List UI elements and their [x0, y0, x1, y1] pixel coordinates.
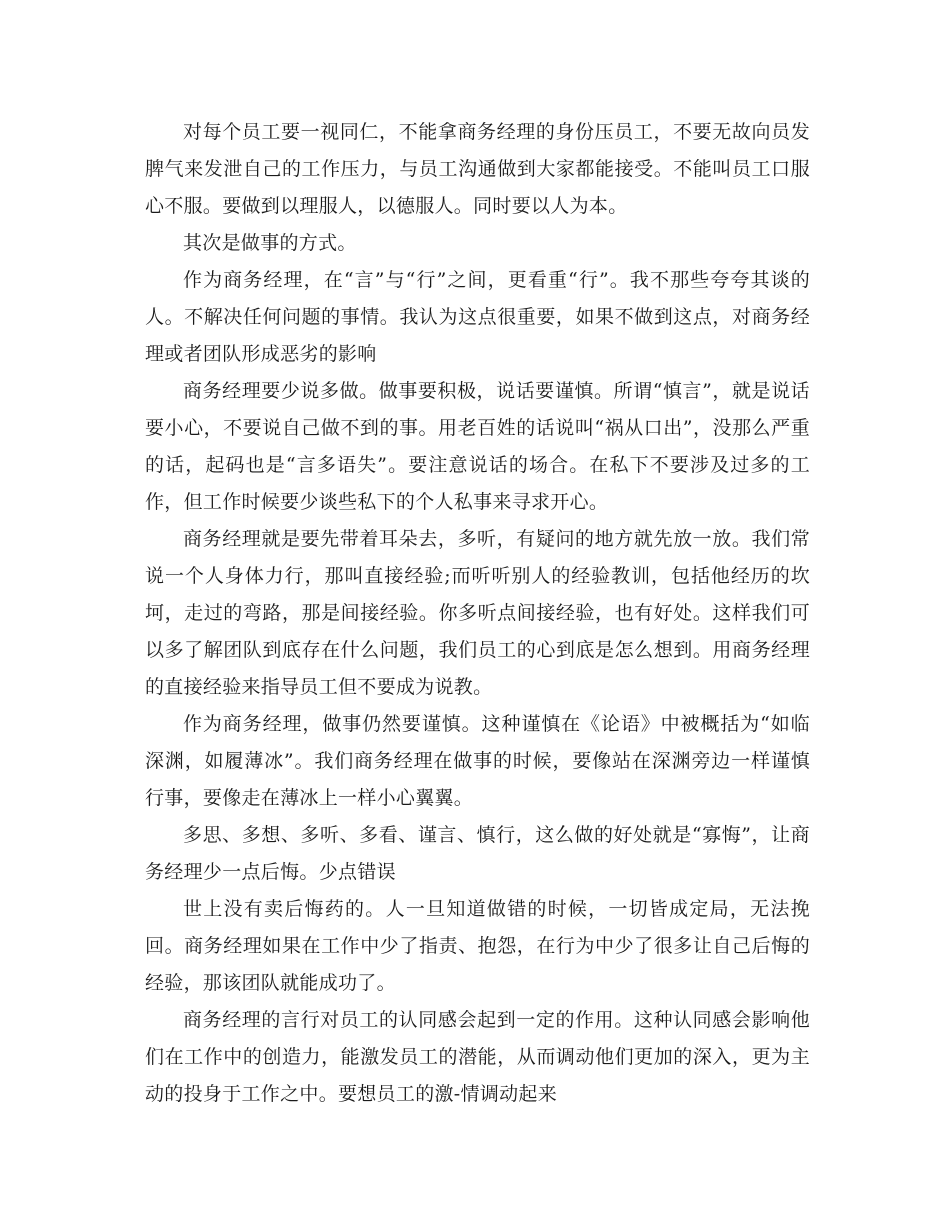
paragraph: 多思、多想、多听、多看、谨言、慎行，这么做的好处就是“寡悔”，让商务经理少一点后悔。少点错误 [145, 824, 810, 883]
paragraph: 其次是做事的方式。 [183, 232, 357, 254]
paragraph: 商务经理的言行对员工的认同感会起到一定的作用。这种认同感会影响他们在工作中的创造力，能激发员工的潜能，从而调动他们更加的深入，更为主动的投身于工作之中。要想员工的激-情调动起来 [145, 1009, 810, 1105]
paragraph: 世上没有卖后悔药的。人一旦知道做错的时候，一切皆成定局，无法挽回。商务经理如果在工作中少了指责、抱怨，在行为中少了很多让自己后悔的经验，那该团队就能成功了。 [145, 898, 810, 994]
document-body [145, 114, 810, 1113]
paragraph: 商务经理就是要先带着耳朵去，多听，有疑问的地方就先放一放。我们常说一个人身体力行，那叫直接经验;而听听别人的经验教训，包括他经历的坎坷，走过的弯路，那是间接经验。你多听点间接经验，也有好处。这样我们可以多了解团队到底存在什么问题，我们员工的心到底是怎么想到。用商务经理的直接经验来指导员工但不要成为说教。 [145, 528, 810, 698]
paragraph: 作为商务经理，做事仍然要谨慎。这种谨慎在《论语》中被概括为“如临深渊，如履薄冰”。我们商务经理在做事的时候，要像站在深渊旁边一样谨慎行事，要像走在薄冰上一样小心翼翼。 [145, 713, 810, 809]
paragraph: 商务经理要少说多做。做事要积极，说话要谨慎。所谓“慎言”，就是说话要小心，不要说自己做不到的事。用老百姓的话说叫“祸从口出”，没那么严重的话，起码也是“言多语失”。要注意说话的场合。在私下不要涉及过多的工作，但工作时候要少谈些私下的个人私事来寻求开心。 [145, 380, 810, 513]
paragraph: 对每个员工要一视同仁，不能拿商务经理的身份压员工，不要无故向员发脾气来发泄自己的工作压力，与员工沟通做到大家都能接受。不能叫员工口服心不服。要做到以理服人，以德服人。同时要以人为本。 [145, 121, 810, 217]
paragraph: 作为商务经理，在“言”与“行”之间，更看重“行”。我不那些夸夸其谈的人。不解决任何问题的事情。我认为这点很重要，如果不做到这点，对商务经理或者团队形成恶劣的影响 [145, 269, 810, 365]
